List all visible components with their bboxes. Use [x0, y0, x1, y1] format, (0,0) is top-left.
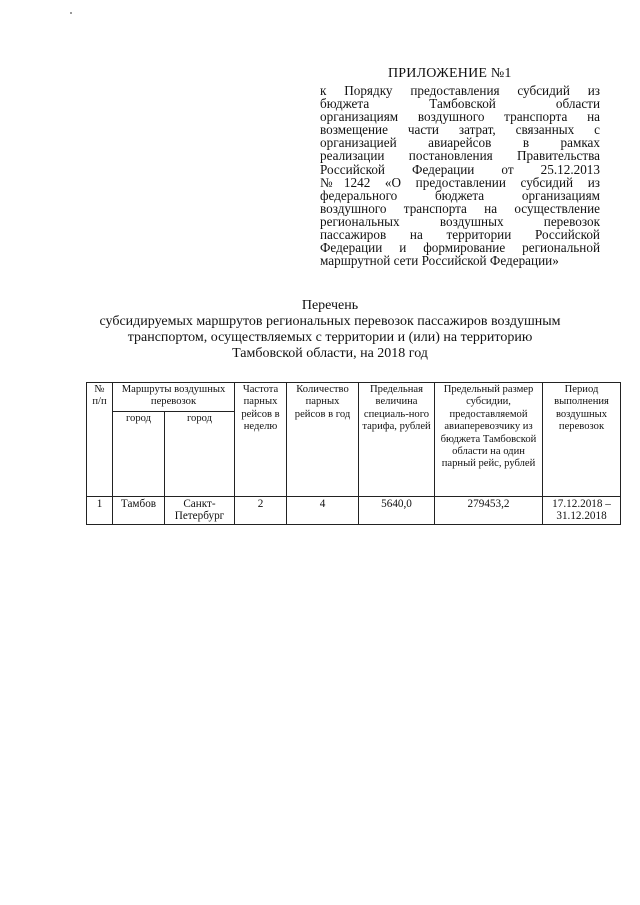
cell-num: 1 — [87, 497, 113, 525]
appendix-title: ПРИЛОЖЕНИЕ №1 — [388, 66, 512, 81]
col-header-count: Количество парных рейсов в год — [287, 383, 359, 497]
appendix-line: пассажиров на территории Российской — [320, 227, 600, 243]
col-header-subsidy: Предельный размер субсидии, предоставляемой авиаперевозчику из бюджета Тамбовской области на один парный рейс, рублей — [435, 383, 543, 497]
cell-city-from: Тамбов — [113, 497, 165, 525]
cell-city-to: Санкт-Петербург — [165, 497, 235, 525]
cell-subsidy: 279453,2 — [435, 497, 543, 525]
col-header-city-from: город — [113, 412, 165, 497]
col-header-num: № п/п — [87, 383, 113, 497]
appendix-line: федерального бюджета организациям — [320, 187, 600, 203]
appendix-line: воздушного транспорта на осуществление — [320, 200, 600, 216]
col-header-period: Период выполнения воздушных перевозок — [543, 383, 621, 497]
heading-subtitle-line: транспортом, осуществляемых с территории и (или) на территорию — [127, 330, 533, 345]
col-header-routes: Маршруты воздушных перевозок — [113, 383, 235, 412]
cell-frequency: 2 — [235, 497, 287, 525]
appendix-line: №1242 «О предоставлении субсидий из — [320, 174, 600, 190]
appendix-line: возмещение части затрат, связанных с — [320, 122, 600, 138]
appendix-line: к Порядку предоставления субсидий из — [320, 83, 600, 98]
appendix-line: маршрутной сети Российской Федерации» — [320, 253, 559, 269]
appendix-line: Российской Федерации от 25.12.2013 — [320, 161, 600, 177]
list-heading — [70, 298, 590, 362]
appendix-line: организациям воздушного транспорта на — [320, 109, 600, 125]
heading-subtitle-line: субсидируемых маршрутов региональных перевозок пассажиров воздушным — [99, 314, 561, 329]
appendix-line: реализации постановления Правительства — [320, 148, 600, 164]
col-header-tariff: Предельная величина специаль-ного тарифа, рублей — [359, 383, 435, 497]
heading-subtitle-line: Тамбовской области, на 2018 год — [232, 346, 428, 361]
cell-period: 17.12.2018 – 31.12.2018 — [543, 497, 621, 525]
heading-title: Перечень — [301, 298, 359, 313]
appendix-line: региональных воздушных перевозок — [320, 213, 600, 229]
col-header-frequency: Частота парных рейсов в неделю — [235, 383, 287, 497]
cell-count: 4 — [287, 497, 359, 525]
table-header-row — [87, 383, 621, 412]
appendix-line: Федерации и формирование региональной — [320, 240, 600, 256]
appendix-text — [320, 84, 600, 267]
scan-speck — [70, 12, 72, 14]
routes-table — [86, 382, 621, 525]
appendix-line: бюджета Тамбовской области — [320, 96, 600, 112]
table-row — [87, 497, 621, 525]
col-header-city-to: город — [165, 412, 235, 497]
appendix-line: организацией авиарейсов в рамках — [320, 135, 600, 151]
cell-tariff: 5640,0 — [359, 497, 435, 525]
